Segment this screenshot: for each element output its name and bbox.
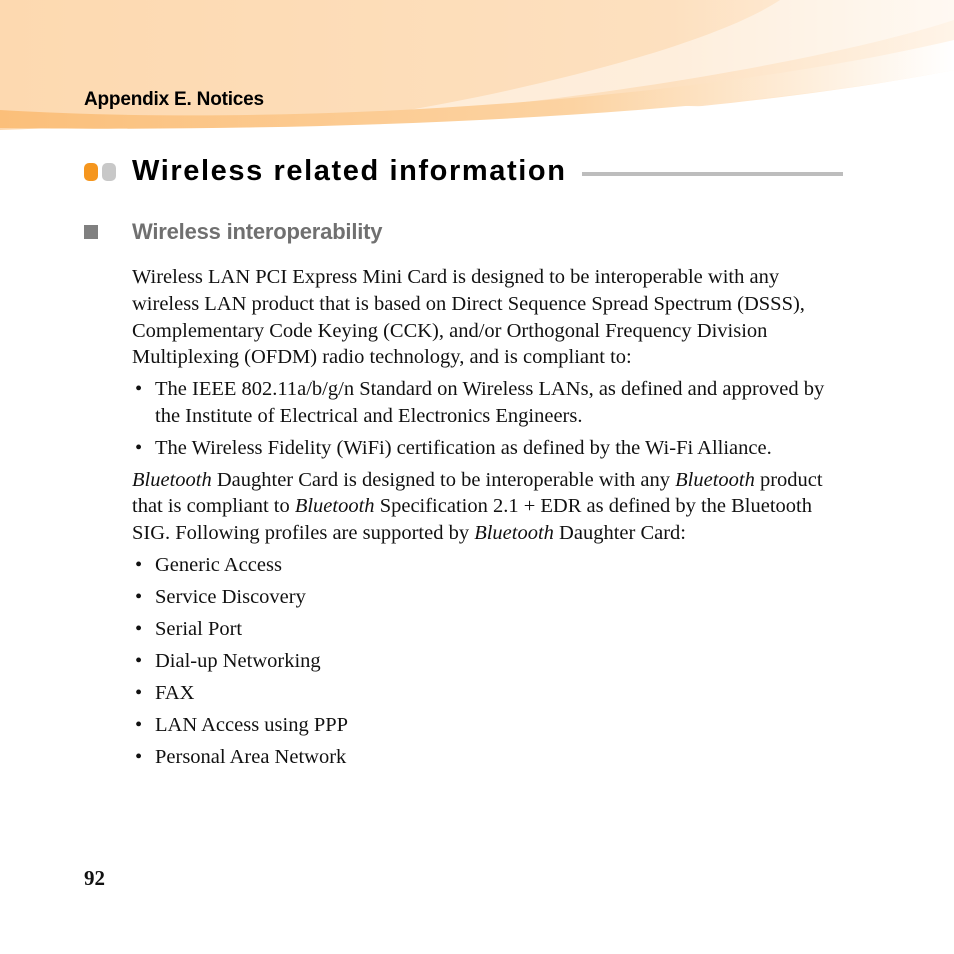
list-item: • Personal Area Network: [132, 744, 842, 771]
section-heading: [84, 155, 567, 188]
bluetooth-term: Bluetooth: [474, 522, 554, 545]
orange-dot-icon: [84, 163, 98, 181]
text: Specification 2.1 + EDR as defined by the Bluetooth SIG. Following profiles are supported by: [132, 495, 812, 545]
compliance-list: [132, 376, 842, 461]
gray-dot-icon: [102, 163, 116, 181]
text: Daughter Card:: [553, 522, 686, 545]
text: product that is compliant to: [132, 468, 823, 518]
list-item: • Generic Access: [132, 552, 842, 579]
page-number: 92: [84, 866, 105, 890]
square-bullet-icon: [84, 225, 98, 239]
bluetooth-term: Bluetooth: [675, 468, 755, 491]
bluetooth-term: Bluetooth: [294, 495, 375, 518]
bluetooth-term: Bluetooth: [132, 468, 212, 491]
list-item: • The Wireless Fidelity (WiFi) certification as defined by the Wi-Fi Alliance.: [132, 435, 842, 462]
list-item: • Serial Port: [132, 616, 842, 643]
body-text: [132, 264, 842, 776]
paragraph-bluetooth: [132, 467, 842, 547]
profiles-list: [132, 552, 842, 771]
chapter-header: Appendix E. Notices: [84, 89, 264, 110]
section-title: Wireless related information: [132, 155, 567, 187]
list-item: • Service Discovery: [132, 584, 842, 611]
subsection-title: Wireless interoperability: [132, 219, 383, 244]
list-item: • LAN Access using PPP: [132, 712, 842, 739]
heading-rule: [582, 172, 843, 176]
subsection-heading: [84, 219, 382, 245]
header-banner: [0, 0, 954, 135]
list-item: • FAX: [132, 680, 842, 707]
text: Daughter Card is designed to be interoperable with any: [211, 468, 676, 491]
list-item: • The IEEE 802.11a/b/g/n Standard on Wireless LANs, as defined and approved by the Institute of Electrical and Electronics Engineers.: [132, 376, 842, 430]
list-item: • Dial-up Networking: [132, 648, 842, 675]
paragraph-wlan: Wireless LAN PCI Express Mini Card is designed to be interoperable with any wireless LAN product that is based on Direct Sequence Spread Spectrum (DSSS), Complementary Code Keying (CCK), and/or Orthogonal Frequency Division Multiplexing (OFDM) radio technology, and is compliant to:: [132, 266, 805, 369]
